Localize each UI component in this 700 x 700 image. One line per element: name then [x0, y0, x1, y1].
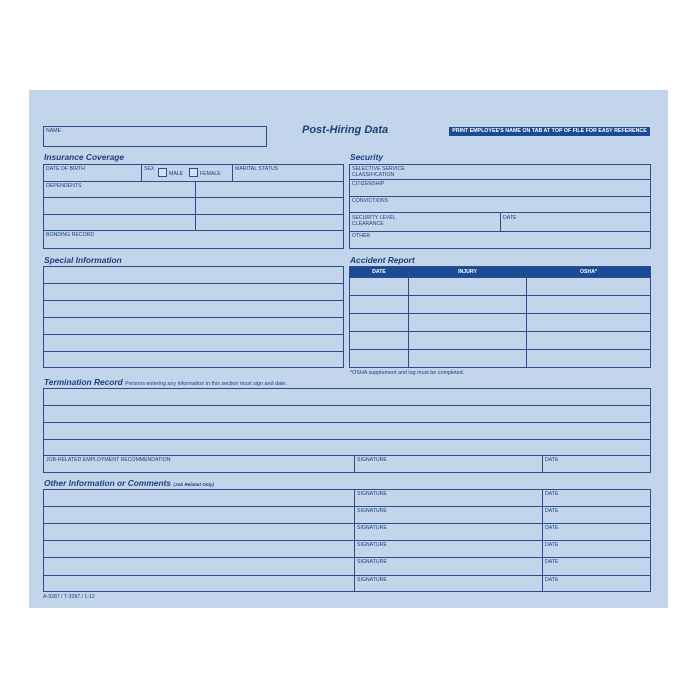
employment-recommendation-label: JOB-RELATED EMPLOYMENT RECOMMENDATION	[46, 457, 171, 463]
comment-date-label: DATE	[545, 577, 559, 583]
insurance-heading: Insurance Coverage	[44, 152, 125, 162]
comment-signature-label: SIGNATURE	[357, 525, 387, 531]
security-heading: Security	[350, 152, 384, 162]
security-date-label: DATE	[503, 215, 517, 221]
termination-record-heading	[44, 377, 287, 387]
comment-signature-label: SIGNATURE	[357, 559, 387, 565]
termination-signature-label: SIGNATURE	[357, 457, 387, 463]
other-information-heading-text: Other Information or Comments	[44, 478, 172, 488]
instruction-banner: PRINT EMPLOYEE'S NAME ON TAB AT TOP OF FILE FOR EASY REFERENCE	[449, 127, 650, 136]
comment-date-label: DATE	[545, 491, 559, 497]
accident-col-date: DATE	[350, 267, 408, 277]
bonding-record-label: BONDING RECORD	[46, 232, 95, 238]
comment-date-label: DATE	[545, 508, 559, 514]
job-related-qualifier: (Job Related Only)	[173, 482, 214, 487]
female-label: FEMALE	[200, 171, 221, 177]
comment-signature-label: SIGNATURE	[357, 508, 387, 514]
accident-col-osha: OSHA*	[527, 267, 650, 277]
sex-label: SEX	[144, 166, 155, 172]
marital-status-label: MARITAL STATUS	[235, 166, 279, 172]
male-checkbox[interactable]	[158, 168, 167, 177]
accident-col-injury: INJURY	[409, 267, 526, 277]
security-level-label: SECURITY LEVEL	[352, 215, 396, 221]
convictions-label: CONVICTIONS	[352, 198, 389, 204]
accident-report-table	[349, 266, 651, 368]
classification-label: CLASSIFICATION	[352, 172, 395, 178]
form-title: Post-Hiring Data	[302, 124, 389, 136]
name-field[interactable]	[43, 126, 267, 147]
comment-signature-label: SIGNATURE	[357, 491, 387, 497]
female-checkbox[interactable]	[189, 168, 198, 177]
date-of-birth-label: DATE OF BIRTH	[46, 166, 86, 172]
comment-date-label: DATE	[545, 542, 559, 548]
selective-service-label: SELECTIVE SERVICE	[352, 166, 405, 172]
termination-heading-text: Termination Record	[44, 377, 123, 387]
other-information-heading	[44, 478, 214, 488]
citizenship-label: CITIZENSHIP	[352, 181, 385, 187]
dependents-label: DEPENDENTS	[46, 183, 82, 189]
special-information-heading: Special Information	[44, 255, 122, 265]
comment-signature-label: SIGNATURE	[357, 542, 387, 548]
form-number: A-9287 / T-3287 / 1-12	[43, 594, 95, 600]
termination-date-label: DATE	[545, 457, 559, 463]
osha-footnote: *OSHA supplement and log must be completed.	[350, 370, 465, 376]
comment-date-label: DATE	[545, 559, 559, 565]
termination-instruction: Persons entering any information in this section must sign and date.	[125, 381, 287, 387]
comment-date-label: DATE	[545, 525, 559, 531]
form-sheet	[29, 90, 668, 608]
accident-report-heading: Accident Report	[350, 255, 415, 265]
male-label: MALE	[169, 171, 184, 177]
name-label: NAME	[46, 128, 61, 134]
other-label: OTHER	[352, 233, 371, 239]
security-box	[349, 164, 651, 249]
comment-signature-label: SIGNATURE	[357, 577, 387, 583]
clearance-label: CLEARANCE	[352, 221, 384, 227]
